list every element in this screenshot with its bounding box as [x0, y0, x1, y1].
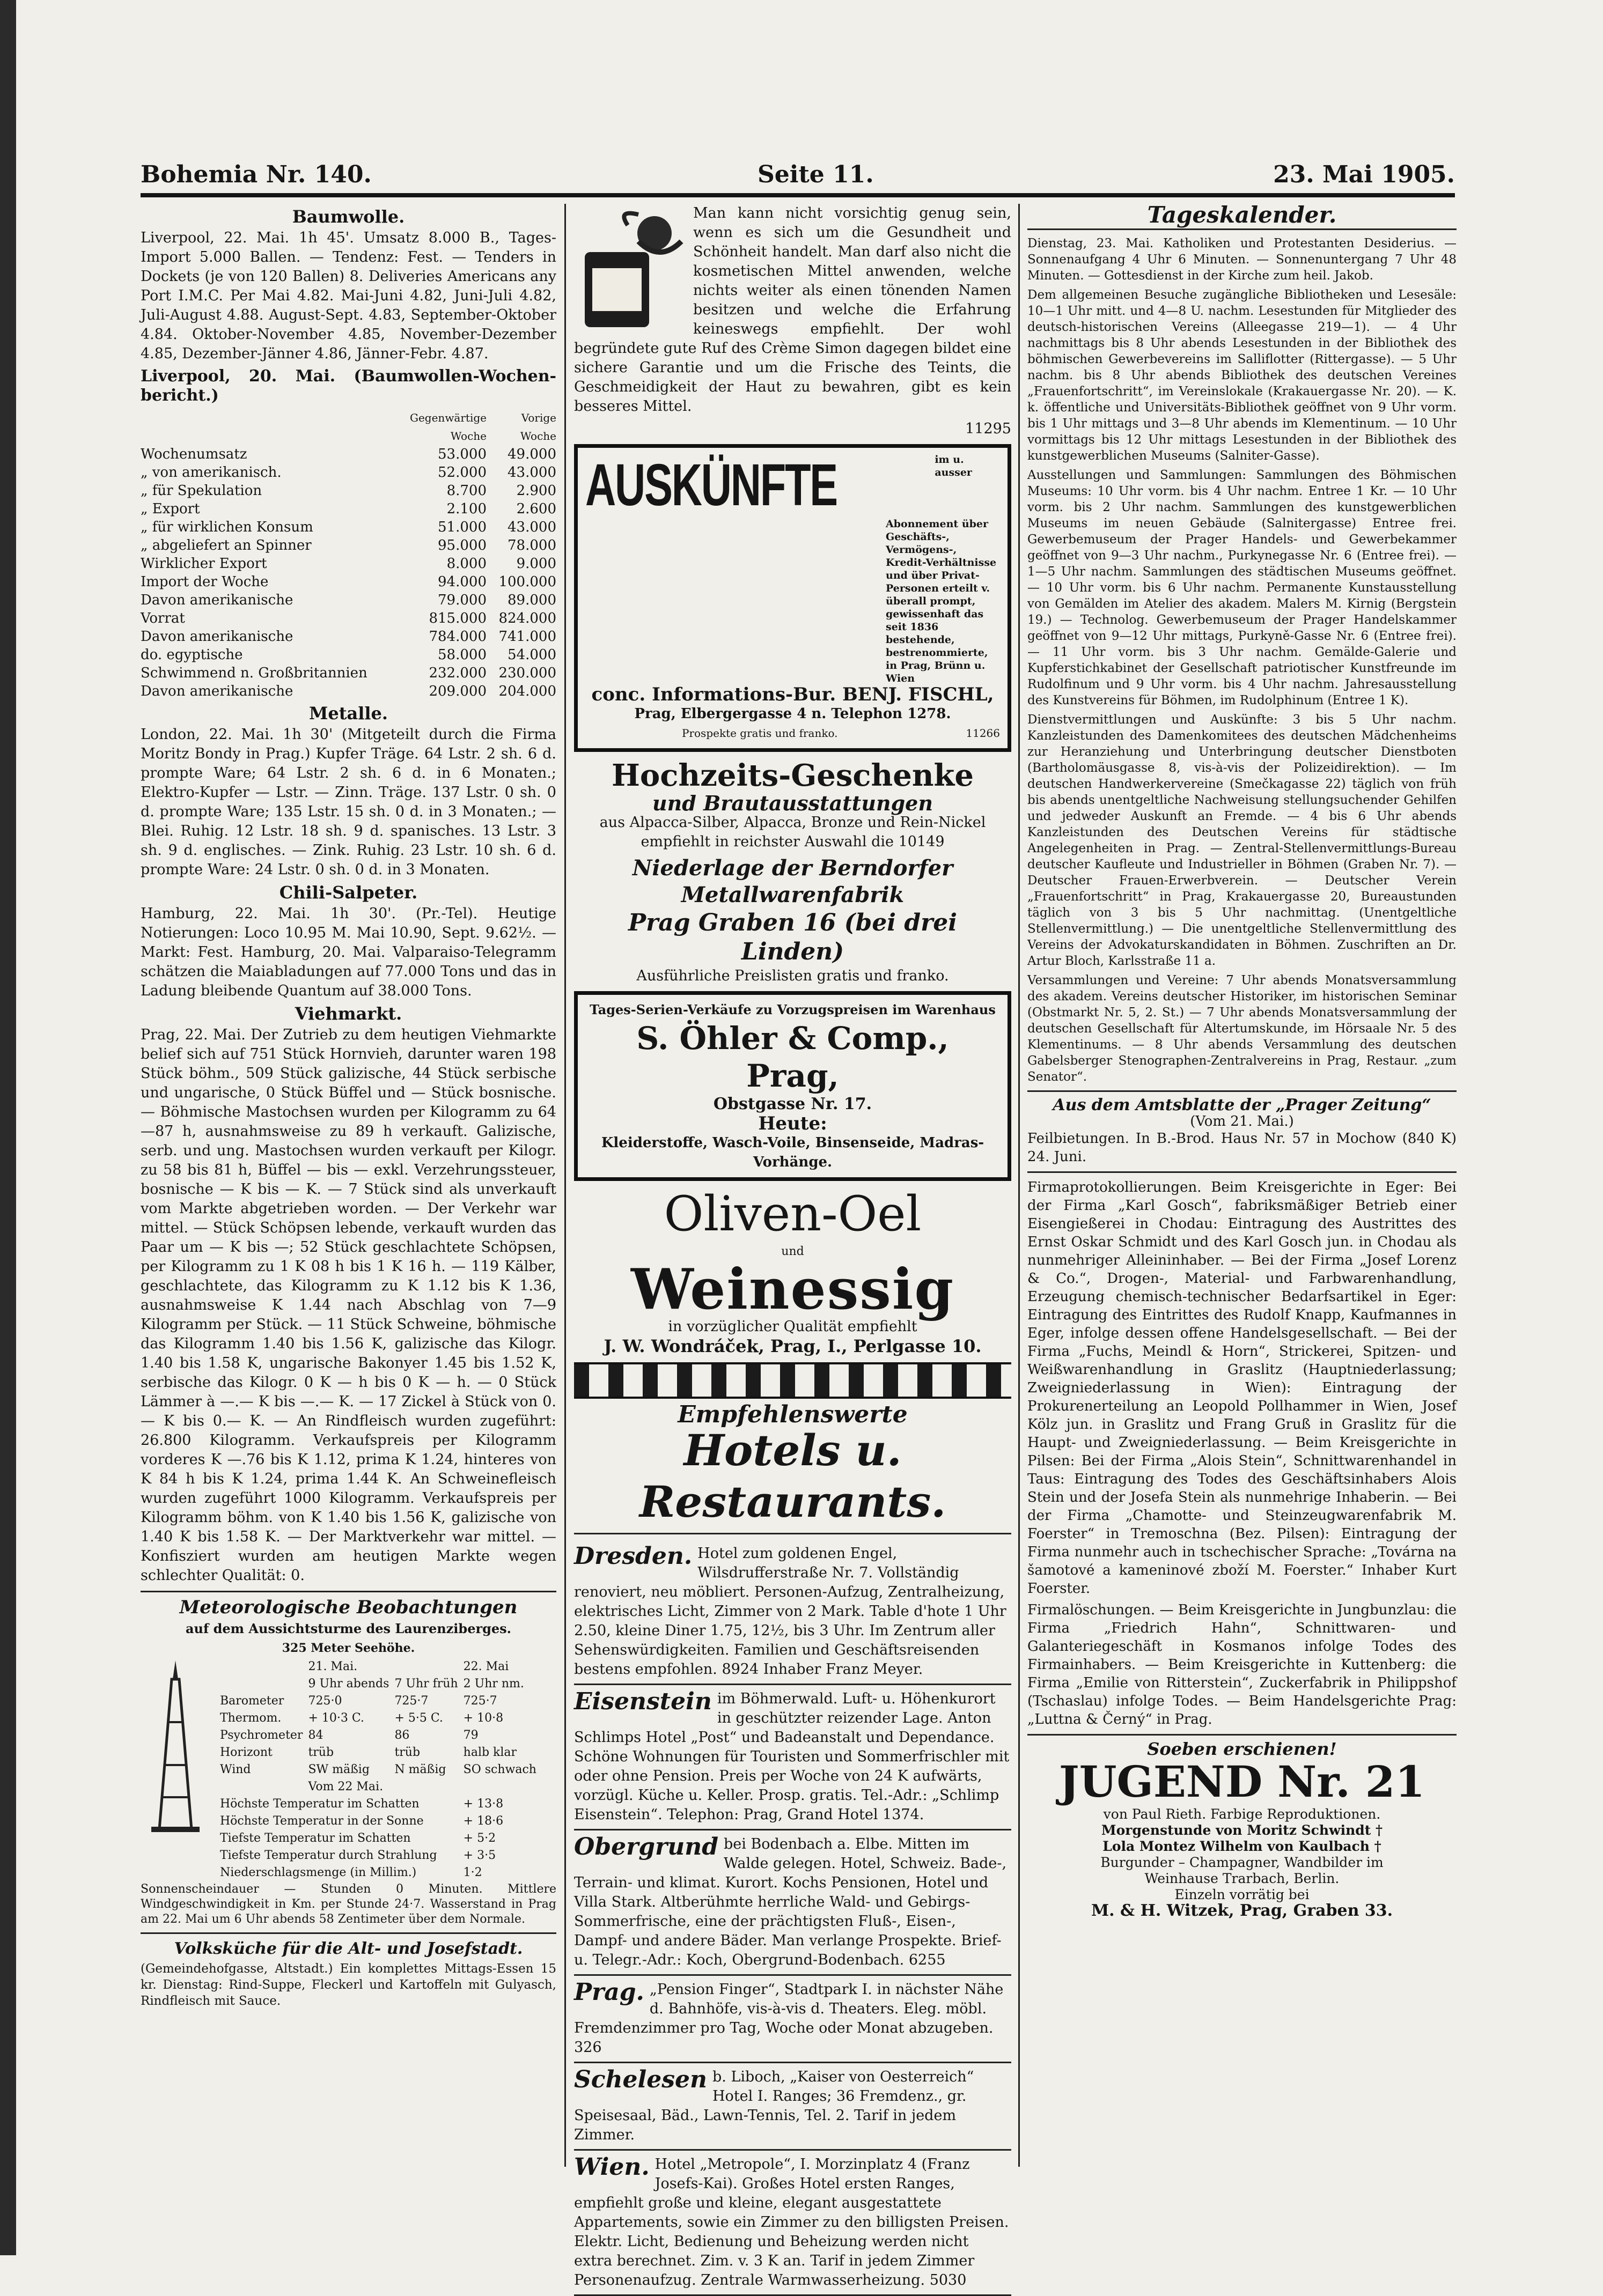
- row-label: Barometer: [220, 1694, 284, 1708]
- notice-text: Firmalöschungen. — Beim Kreisgerichte in Jungbunzlau: die Firma „Friedrich Hahn“, Schnittwaren- und Galanteriegeschäft in Kosmanos infolge Todes des Firmainhabers. — Beim Kreisgerichte in Kuttenberg: die Firma „Emilie von Ritterstein“, Zuckerfabrik in Philippshof (Tschaslau) infolge Todes. — Beim Handelsgerichte Prag: „Luttna & Černý“ in Prag.: [1027, 1602, 1457, 1727]
- calendar-text: Ausstellungen und Sammlungen: Sammlungen des Böhmischen Museums: 10 Uhr vorm. bis 4 Uhr nachm. Entree 1 Kr. — 10 Uhr vorm. bis 2 Uhr nachm. Sammlungen des kunstgewerblichen Museums im neuen Gebäude (Salnitergasse) Entree frei. Gewerbemuseum der Prager Handels- und Gewerbekammer geöffnet von 9—3 Uhr nachm., Purkynegasse Nr. 6 (Entree frei). — 1—5 Uhr nachm. Sammlungen des städtischen Museums geöffnet. — 10 Uhr vorm. bis 6 Uhr nachm. Permanente Kunstausstellung von Gemälden im Atelier des akadem. Malers M. Kirnig (Bergstein 19.) — Technolog. Gewerbemuseum der Prager Handelskammer geöffnet von 9—12 Uhr mittags, Purkyně-Gasse Nr. 6 (Entree frei). — 11 Uhr vorm. bis 3 Uhr nachm. Gemälde-Galerie und Kupferstichkabinet der Gesellschaft patriotischer Kunstfreunde im Rudolfinum und 9 Uhr vorm. bis 4 Uhr nachm. Jahresausstellung des Kunstvereins für Böhmen, im Rudolphinum (Entree 1 K).: [1027, 468, 1457, 707]
- ad-text: Ausführliche Preislisten gratis und franko.: [636, 968, 949, 984]
- table-header: [218, 1659, 539, 1675]
- ad-line: Morgenstunde von Moritz Schwindt †: [1101, 1822, 1383, 1838]
- value-current: 58.000: [438, 647, 487, 663]
- table-header: [141, 409, 556, 445]
- row-label: Thermom.: [220, 1711, 282, 1725]
- value-current: 2.100: [446, 501, 487, 517]
- column-header: Gegenwärtige Woche: [409, 411, 487, 442]
- hotel-text: „Pension Finger“, Stadtpark I. in nächster Nähe d. Bahnhöfe, vis-à-vis d. Theaters. Eleg. möbl. Fremdenzimmer pro Tag, Woche oder Monat abzugeben. 326: [574, 1981, 1004, 2056]
- row-label: „ für Spekulation: [141, 483, 262, 499]
- cell: + 10·3 C.: [308, 1711, 364, 1725]
- row-label: Höchste Temperatur in der Sonne: [220, 1814, 424, 1828]
- table-row: [141, 555, 556, 573]
- ad-firm: M. & H. Witzek, Prag, Graben 33.: [1091, 1901, 1393, 1920]
- auskuenfte-ad: [574, 444, 1011, 752]
- cell: SO schwach: [463, 1763, 536, 1776]
- hotel-text: b. Liboch, „Kaiser von Oesterreich“ Hotel I. Ranges; 36 Fremdenz., gr. Speisesaal, Bäd., Lawn-Tennis, Tel. 2. Tarif in jedem Zimmer.: [574, 2069, 974, 2143]
- table-row: [218, 1710, 539, 1726]
- ad-text: in vorzüglicher Qualität empfiehlt: [668, 1318, 917, 1335]
- notice-text: Feilbietungen. In B.-Brod. Haus Nr. 57 in Mochow (840 K) 24. Juni.: [1027, 1131, 1457, 1165]
- cotton-table: [141, 409, 556, 700]
- value-current: 94.000: [438, 574, 487, 590]
- hotel-city: Schelesen: [574, 2066, 708, 2093]
- cherub-jar-icon: [574, 204, 687, 333]
- value-previous: 49.000: [508, 446, 556, 462]
- row-label: Davon amerikanische: [141, 629, 293, 645]
- ad-headline: JUGEND Nr. 21: [1058, 1756, 1425, 1807]
- ad-line: Einzeln vorrätig bei: [1174, 1887, 1310, 1902]
- column-3: [1027, 204, 1457, 1919]
- ad-subheadline: und Brautausstattungen: [652, 791, 933, 815]
- cell: + 18·6: [463, 1814, 504, 1828]
- market-text: Liverpool, 22. Mai. 1h 45'. Umsatz 8.000 B., Tages-Import 5.000 Ballen. — Tendenz: Fest. — Tenders in Dockets (je von 120 Ballen) 8. Deliveries Americans any Port I.M.C. Per Mai 4.82. Mai-Juni 4.82, Juni-Juli 4.82, Juli-August 4.88. August-Sept. 4.83, September-Oktober 4.84. Oktober-November 4.85, November-Dezember 4.85, Dezember-Jänner 4.86, Jänner-Febr. 4.87.: [141, 230, 556, 362]
- notice-text: Firmaprotokollierungen. Beim Kreisgerichte in Eger: Bei der Firma „Karl Gosch“, fabriksmäßiger Betrieb einer Eisengießerei in Chodau: Eintragung des Austrittes des Ernst Oskar Schmidt und des Karl Gosch jun. in Chodau als nunmehriger Alleininhaber. — Bei der Firma „Josef Lorenz & Co.“, Drogen-, Material- und Farbwarenhandlung, Erzeugung chemisch-technischer Bedarfsartikel in Eger: Eintragung des Eintrittes des Rudolf Knapp, Kaufmannes in Eger, infolge dessen offene Handelsgesellschaft. — Bei der Firma „Fuchs, Meindl & Horn“, Strickerei, Spitzen- und Weißwarenhandlung in Graslitz (Hauptniederlassung; Zweigniederlassung in Wien): Eintragung der Prokurenerteilung an Leopold Pollhammer in Wien, Josef Kölz jun. in Graslitz und Frang Gruß in Graslitz für die Haupt- und Zweigniederlassung. — Beim Kreisgerichte in Pilsen: Bei der Firma „Alois Stein“, Schnittwarenhandel in Taus: Eintragung des Todes des Geschäftsinhabers Alois Stein und der Josefa Stein als nunmehrige Inhaberin. — Bei der Firma „Chamotte- und Steinzeugwarenfabrik M. Foerster“ in Tremoschna (Bez. Pilsen): Eintragung der Firma nunmehr auch in tschechischer Sprache: „Továrna na šamotové a kameninové zboží M. Foerster.“ Inhaber Kurt Foerster.: [1027, 1179, 1457, 1597]
- value-previous: 230.000: [498, 665, 556, 681]
- table-row: [218, 1865, 539, 1881]
- list-item: [574, 2063, 1011, 2151]
- row-label: Import der Woche: [141, 574, 269, 590]
- table-header: [218, 1676, 539, 1692]
- section-date: (Vom 21. Mai.): [1190, 1113, 1294, 1129]
- calendar-text: Dem allgemeinen Besuche zugängliche Bibliotheken und Lesesäle: 10—1 Uhr mitt. und 4—8 U. nachm. Lesestunden für Mitglieder des deutsch-historischen Vereins (Alleegasse 219—1). — 4 Uhr nachmittags bis 8 Uhr abends Lesestunden in der Bibliothek des böhmischen Gewerbevereins im Salliflotter (Rittergasse). — 5 Uhr nachm. bis 8 Uhr abends Bibliothek des deutschen Vereines „Frauenfortschritt“, im Vereinslokale (Krakauergasse Nr. 20). — K. k. öffentliche und Universitäts-Bibliothek geöffnet von 9 Uhr vorm. bis 1 Uhr mittags und 3—8 Uhr abends im Klementinum. — 10 Uhr vormittags bis 12 Uhr mittags Lesestunden in der Bibliothek des kunstgewerblichen Museums (Salniter-Gasse).: [1027, 288, 1457, 463]
- table-row: [218, 1779, 539, 1795]
- calendar-text: Dienstag, 23. Mai. Katholiken und Protestanten Desiderius. — Sonnenaufgang 4 Uhr 6 Minuten. — Sonnenuntergang 7 Uhr 48 Minuten. — Gottesdienst in der Kirche zum heil. Jakob.: [1027, 237, 1457, 283]
- ad-number: 11295: [965, 420, 1011, 437]
- table-row: [218, 1762, 539, 1778]
- table-row: [141, 646, 556, 664]
- menu-text: (Gemeindehofgasse, Altstadt.) Ein komplettes Mittags-Essen 15 kr. Dienstag: Rind-Suppe, Fleckerl und Kartoffeln mit Gulyasch, Rindfleisch mit Sauce.: [141, 1962, 556, 2008]
- cell: N mäßig: [394, 1763, 446, 1776]
- header-left: Bohemia Nr. 140.: [141, 161, 372, 188]
- value-previous: 2.600: [516, 501, 556, 517]
- divider: [141, 1591, 556, 1592]
- column-header: Vorige Woche: [520, 411, 556, 442]
- table-row: [218, 1848, 539, 1864]
- ad-number: 11266: [966, 727, 1000, 740]
- row-label: Wind: [220, 1763, 251, 1776]
- row-label: Davon amerikanische: [141, 592, 293, 608]
- ad-text: aus Alpacca-Silber, Alpacca, Bronze und Rein-Nickel empfiehlt in reichster Auswahl die: [599, 814, 986, 850]
- ad-line: Burgunder – Champagner, Wandbilder im: [1100, 1855, 1384, 1870]
- page-header: [141, 161, 1455, 191]
- ad-firm: S. Öhler & Comp., Prag,: [636, 1020, 949, 1094]
- ad-line: von Paul Rieth. Farbige Reproduktionen.: [1103, 1806, 1381, 1822]
- table-row: [218, 1693, 539, 1709]
- cell: 725·7: [463, 1694, 497, 1708]
- row-label: Vorrat: [141, 610, 185, 626]
- cell: + 5·5 C.: [394, 1711, 443, 1725]
- divider: [1027, 1090, 1457, 1092]
- value-current: 51.000: [438, 519, 487, 535]
- table-row: [218, 1830, 539, 1847]
- market-text: London, 22. Mai. 1h 30' (Mitgeteilt durch die Firma Moritz Bondy in Prag.) Kupfer Träge. 64 Lstr. 2 sh. 6 d. prompte Ware; 64 Lstr. 2 sh. 6 d. in 6 Monaten.; Elektro-Kupfer — Lstr. — Zinn. Träge. 137 Lstr. 0 sh. 0 d. prompte Ware; 135 Lstr. 15 sh. 0 d. in 3 Monaten.; — Blei. Ruhig. 12 Lstr. 18 sh. 9 d. spanisches. 13 Lstr. 3 sh. 9 d. englisches. — Zink. Ruhig. 23 Lstr. 10 sh. 6 d. prompte Ware: 24 Lstr. 0 sh. 0 d. in 3 Monaten.: [141, 726, 556, 878]
- value-current: 53.000: [438, 446, 487, 462]
- row-label: Niederschlagsmenge (in Millim.): [220, 1866, 417, 1879]
- creme-simon-ad: [574, 204, 1011, 439]
- calendar-text: Versammlungen und Vereine: 7 Uhr abends Monatsversammlung des akadem. Vereins deutscher Historiker, im historischen Seminar (Obstmarkt Nr. 5, 2. St.) — 7 Uhr abends Monatsversammlung der deutschen Gesellschaft für Altertumskunde, im Hörsaale Nr. 5 des Klementinums. — 8 Uhr abends Versammlung des deutschen Gabelsberger Stenographen-Zentralvereins in Prag, Restaur. „zum Senator“.: [1027, 973, 1457, 1084]
- row-label: „ Export: [141, 501, 200, 517]
- observation-tower-icon: [141, 1658, 210, 1835]
- ad-line: Lola Montez Wilhelm von Kaulbach †: [1102, 1839, 1381, 1854]
- ornament-border: [574, 1362, 1011, 1399]
- value-current: 232.000: [429, 665, 487, 681]
- section-title: Chili-Salpeter.: [279, 882, 418, 903]
- cell: 84: [308, 1729, 323, 1742]
- column-1: [141, 204, 556, 2012]
- ad-text: Prospekte gratis und franko.: [682, 727, 838, 740]
- table-row: [141, 482, 556, 500]
- table-row: [141, 627, 556, 646]
- header-center: Seite 11.: [758, 161, 874, 188]
- cell: trüb: [394, 1746, 421, 1759]
- table-row: [218, 1727, 539, 1744]
- ad-text: Man kann nicht vorsichtig genug sein, wenn es sich um die Gesundheit und Schönheit handelt. Man darf also nicht die kosmetischen Mittel anwenden, welche nichts weiter als einen tönenden Namen besitzen und welche die Erfahrung keineswegs empfiehlt. Der wohl begründete gute Ruf des Crème Simon dagegen bildet eine sichere Garantie und um die Frische des Teints, die Geschmeidigkeit der Haut zu bewahren, gibt es kein besseres Mittel.: [574, 205, 1011, 415]
- row-label: Tiefste Temperatur im Schatten: [220, 1832, 411, 1845]
- ad-headline: Hochzeits-Geschenke: [612, 758, 974, 793]
- row-label: „ für wirklichen Konsum: [141, 519, 313, 535]
- hotel-text: bei Bodenbach a. Elbe. Mitten im Walde gelegen. Hotel, Schweiz. Bade-, Terrain- und klimat. Kurort. Kochs Pensionen, Hotel und Villa Stark. Altberühmte herrliche Wald- und Gebirgs-Sommerfrische, eine der prächtigsten Fluß-, Eisen-, Dampf- und andere Bäder. Man verlange Prospekte. Brief- u. Telegr.-Adr.: Koch, Obergrund-Bodenbach. 6255: [574, 1836, 1007, 1968]
- station-height: 325 Meter Seehöhe.: [282, 1641, 415, 1655]
- cell: 1·2: [463, 1866, 482, 1879]
- value-current: 95.000: [438, 537, 487, 553]
- ad-firm: Niederlage der Berndorfer Metallwarenfabrik: [632, 855, 953, 907]
- ad-pretitle: Soeben erschienen!: [1147, 1739, 1337, 1759]
- divider: [1027, 1171, 1457, 1173]
- section-title: Aus dem Amtsblatte der „Prager Zeitung“: [1053, 1096, 1431, 1114]
- row-label: Horizont: [220, 1746, 273, 1759]
- cell: + 10·8: [463, 1711, 504, 1725]
- row-label: Wirklicher Export: [141, 556, 267, 572]
- cell: + 13·8: [463, 1797, 504, 1811]
- date-label: 22. Mai: [463, 1660, 509, 1673]
- table-row: [218, 1813, 539, 1829]
- list-item: [574, 1830, 1011, 1976]
- row-label: „ abgeliefert an Spinner: [141, 537, 312, 553]
- ad-address: Prag Graben 16 (bei drei Linden): [628, 909, 957, 965]
- list-item: [574, 1685, 1011, 1830]
- value-current: 52.000: [438, 464, 487, 481]
- row-label: „ von amerikanisch.: [141, 464, 282, 481]
- value-previous: 54.000: [508, 647, 556, 663]
- section-title: Hotels u. Restaurants.: [639, 1425, 946, 1527]
- row-label: do. egyptische: [141, 647, 243, 663]
- section-title: Meteorologische Beobachtungen: [179, 1597, 518, 1618]
- value-previous: 204.000: [498, 683, 556, 699]
- market-text: Hamburg, 22. Mai. 1h 30'. (Pr.-Tel). Heutige Notierungen: Loco 10.95 M. Mai 10.90, Sept. 9.62½. — Markt: Fest. Hamburg, 20. Mai. Valparaiso-Telegramm schätzen die Maiabladungen auf 77.000 Tons und das in Ladung bleibende Quantum auf 38.000 Tons.: [141, 905, 556, 999]
- row-label: Psychrometer: [220, 1729, 303, 1742]
- section-title: Viehmarkt.: [295, 1003, 402, 1024]
- table-row: [141, 463, 556, 482]
- list-item: [574, 2151, 1011, 2296]
- ad-text: Kleiderstoffe, Wasch-Voile, Binsenseide, Madras-Vorhänge.: [601, 1135, 984, 1170]
- value-current: 209.000: [429, 683, 487, 699]
- ad-text: Tages-Serien-Verkäufe zu Vorzugspreisen im Warenhaus: [590, 1002, 996, 1017]
- table-row: [218, 1796, 539, 1812]
- value-previous: 2.900: [516, 483, 556, 499]
- cell: 725·0: [308, 1694, 342, 1708]
- time-label: 7 Uhr früh: [394, 1677, 458, 1690]
- table-row: [141, 591, 556, 609]
- value-current: 8.700: [446, 483, 487, 499]
- value-previous: 89.000: [508, 592, 556, 608]
- date-label: 21. Mai.: [308, 1660, 358, 1673]
- ad-text: im u. ausser Abonnement über Geschäfts-, Vermögens-, Kredit-Verhältnisse und über Privat-Personen erteilt v. überall prompt, gewissenhaft das seit 1836 bestehende, bestrenommierte, in Prag, Brünn u. Wien: [886, 454, 997, 684]
- cell: + 5·2: [463, 1832, 496, 1845]
- hotel-text: Hotel „Metropole“, I. Morzinplatz 4 (Franz Josefs-Kai). Großes Hotel ersten Ranges, empfiehlt große und kleine, elegant ausgestattete Appartements, sowie ein Zimmer zu den billigsten Preisen. Elektr. Licht, Bedienung und Beheizung werden nicht extra berechnet. Zim. v. 3 K an. Tarif in jedem Zimmer Personenaufzug. Zentrale Warmwasserheizung. 5030: [574, 2156, 1009, 2288]
- value-current: 79.000: [438, 592, 487, 608]
- row-label: Wochenumsatz: [141, 446, 247, 462]
- table-row: [141, 500, 556, 518]
- table-row: [141, 445, 556, 463]
- column-divider: [1018, 204, 1020, 2167]
- section-title: Empfehlenswerte: [678, 1401, 908, 1428]
- cell: + 3·5: [463, 1849, 496, 1862]
- header-rule: [141, 193, 1455, 197]
- row-label: Schwimmend n. Großbritannien: [141, 665, 367, 681]
- divider: [1027, 228, 1457, 230]
- cell: SW mäßig: [308, 1763, 370, 1776]
- ad-headline: Oliven-Oel: [664, 1186, 922, 1242]
- oliven-ad: [574, 1186, 1011, 1356]
- value-previous: 741.000: [498, 629, 556, 645]
- value-current: 8.000: [446, 556, 487, 572]
- ad-text: [574, 813, 1011, 852]
- table-row: [141, 518, 556, 536]
- cell: 86: [394, 1729, 410, 1742]
- divider: [141, 1932, 556, 1934]
- weather-notes: Sonnenscheindauer — Stunden 0 Minuten. Mittlere Windgeschwindigkeit in Km. per Stunde 24·7. Wasserstand in Prag am 22. Mai um 6 Uhr abends 58 Zentimeter über dem Normale.: [141, 1882, 556, 1926]
- value-current: 784.000: [429, 629, 487, 645]
- cell: 725·7: [394, 1694, 429, 1708]
- hotel-city: Eisenstein: [574, 1688, 712, 1715]
- value-previous: 824.000: [498, 610, 556, 626]
- row-label: Davon amerikanische: [141, 683, 293, 699]
- divider: [574, 1533, 1011, 1534]
- section-subtitle: Liverpool, 20. Mai. (Baumwollen-Wochen-bericht.): [141, 367, 556, 405]
- time-label: 9 Uhr abends: [308, 1677, 389, 1690]
- calendar-text: Dienstvermittlungen und Auskünfte: 3 bis 5 Uhr nachm. Kanzleistunden des Damenkomitees des deutschen Mädchenheims zur Heranziehung und Unterbringung deutscher Dienstboten (Bartholomäusgasse 8, vis-à-vis der Polizeidirektion). — Im deutschen Handwerkervereine (Smečkagasse 22) täglich von früh bis abends unentgeltliche Nachweisung stellungsuchender Gehilfen und jedweder Auskunft an Fremde. — 4 bis 6 Uhr abends Kanzleistunden des Deutschen Vereins für städtische Angelegenheiten in Prag. — Zentral-Stellenvermittlungs-Bureau deutscher Kaufleute und Industrieller in Böhmen (Graben Nr. 7). — Deutscher Frauen-Erwerbverein. — Deutscher Verein „Frauenfortschritt“ in Prag, Krakauergasse 20, Bureaustunden täglich von 3 bis 5 Uhr nachmittag. (Unentgeltliche Stellenvermittlung.) — Die unentgeltliche Stellenvermittlung des Vereins der Advokaturskandidaten in Böhmen. Zuschriften an Dr. Artur Bloch, Karlsstraße 11 a.: [1027, 713, 1457, 968]
- table-row: [218, 1745, 539, 1761]
- table-row: [141, 682, 556, 700]
- time-label: 2 Uhr nm.: [463, 1677, 524, 1690]
- row-label: Tiefste Temperatur durch Strahlung: [220, 1849, 437, 1862]
- section-title: Baumwolle.: [292, 206, 405, 227]
- section-title: Volksküche für die Alt- und Josefstadt.: [174, 1939, 523, 1958]
- table-row: [141, 536, 556, 555]
- header-right: 23. Mai 1905.: [1273, 161, 1455, 188]
- hotel-text: Hotel zum goldenen Engel, Wilsdrufferstraße Nr. 7. Vollständig renoviert, neu möbliert. Personen-Aufzug, Zentralheizung, elektrisches Licht, Zimmer von 2 Mark. Table d'hote 1 Uhr 2.50, kleine Diner 1.75, 12½, bis 3 Uhr. Im Zentrum aller Sehenswürdigkeiten. Familien und Geschäftsreisenden bestens empfohlen. 8924 Inhaber Franz Meyer.: [574, 1545, 1006, 1678]
- value-previous: 100.000: [498, 574, 556, 590]
- row-label: Höchste Temperatur im Schatten: [220, 1797, 420, 1811]
- hotel-text: im Böhmerwald. Luft- u. Höhenkurort in geschützter reizender Lage. Anton Schlimps Hotel „Post“ und Badeanstalt und Dependance. Schöne Wohnungen für Touristen und Sommerfrischler mit oder ohne Pension. Preis per Woche von 24 K aufwärts, vorzügl. Küche u. Keller. Prosp. gratis. Tel.-Adr.: „Schlimp Eisenstein“. Telephon: Prag, Grand Hotel 1374.: [574, 1690, 1010, 1823]
- table-row: [141, 664, 556, 682]
- value-previous: 78.000: [508, 537, 556, 553]
- hotel-city: Wien.: [574, 2153, 650, 2181]
- oehler-ad: [574, 991, 1011, 1181]
- ad-address: Obstgasse Nr. 17.: [713, 1095, 872, 1113]
- market-text: Prag, 22. Mai. Der Zutrieb zu dem heutigen Viehmarkte belief sich auf 751 Stück Hornvieh, darunter waren 198 Stück böhm., 509 Stück galizische, 44 Stück serbische und ungarische, 0 Stück Büffel und — Stück bosnische. — Böhmische Mastochsen wurden per Kilogramm zu 64—87 h, ausnahmsweise zu 89 h verkauft. Galizische, serb. und ung. Mastochsen wurden verkauft per Kilogr. zu 58 bis 81 h, Büffel — bis — exkl. Verzehrungssteuer, bosnische — K bis — K. — 7 Stück sind als unverkauft vom Markte abgetrieben worden. — Der Verkehr war mittel. — Stück Schöpsen lebende, verkauft wurden das Paar um — K bis —; 52 Stück geschlachtete Schöpsen, per Kilogramm zu 1 K 08 h bis 1 K 16 h. — 119 Kälber, geschlachtete, das Kilogramm zu K 1.12 bis K 1.36, ausnahmsweise K 1.44 nach Abschlag von 7—9 Kilogramm per Stück. — 11 Stück Schweine, böhmische das Kilogramm 1.40 bis 1.56 K, galizische das Kilogr. 1.40 bis 1.58 K, ungarische Bakonyer 1.45 bis 1.52 K, serbische das Kilogr. 0 K — h bis 0 K — h. — 0 Stück Lämmer à —.— K bis —.— K. — 17 Zickel à Stück von 0.— K bis 0.— K. — An Rindfleisch wurden zugeführt: 26.800 Kilogramm. Verkaufspreis per Kilogramm vorderes K —.76 bis K 1.12, prima K 1.24, hinteres von K 84 h bis K 1.24, prima 1.44 K. An Schweinefleisch wurden zugeführt 1000 Kilogramm. Verkaufspreis per Kilogramm böhm. von K 1.40 bis 1.56 K, galizische von 1.40 K bis 1.58 K. — Der Marktverkehr war mittel. — Konfisziert wurden am heutigen Markte wegen schlechter Qualität: 0.: [141, 1027, 556, 1584]
- value-previous: 43.000: [508, 519, 556, 535]
- ad-address: Prag, Elbergergasse 4 n. Telephon 1278.: [634, 706, 951, 722]
- cell: Vom 22 Mai.: [308, 1780, 384, 1793]
- table-row: [141, 573, 556, 591]
- hotel-city: Obergrund: [574, 1833, 718, 1861]
- hotel-city: Dresden.: [574, 1542, 693, 1570]
- section-title: Tageskalender.: [1147, 202, 1337, 228]
- jugend-ad: [1027, 1741, 1457, 1919]
- scan-edge: [0, 0, 16, 2255]
- section-title: Metalle.: [308, 703, 388, 724]
- cell: trüb: [308, 1746, 334, 1759]
- ad-headline: AUSKÜNFTE: [585, 453, 837, 518]
- hotel-city: Prag.: [574, 1978, 644, 2006]
- cell: 79: [463, 1729, 479, 1742]
- ad-text: und: [781, 1245, 804, 1258]
- column-divider: [564, 204, 566, 2167]
- section-subtitle: auf dem Aussichtsturme des Laurenziberges.: [185, 1621, 512, 1636]
- ad-line: Weinhause Trarbach, Berlin.: [1144, 1871, 1340, 1886]
- divider: [1027, 1734, 1457, 1736]
- table-row: [141, 609, 556, 627]
- weather-table: [217, 1658, 540, 1882]
- hotels-section: [574, 1401, 1011, 2296]
- ad-firm: conc. Informations-Bur. BENJ. FISCHL,: [591, 684, 994, 705]
- ad-headline: Weinessig: [630, 1256, 955, 1322]
- ad-heading: Heute:: [758, 1113, 827, 1134]
- column-2: [574, 204, 1011, 2296]
- value-previous: 9.000: [516, 556, 556, 572]
- list-item: [574, 1540, 1011, 1685]
- weather-block: [141, 1658, 556, 1882]
- value-current: 815.000: [429, 610, 487, 626]
- list-item: [574, 1976, 1011, 2063]
- value-previous: 43.000: [508, 464, 556, 481]
- ad-firm: J. W. Wondráček, Prag, I., Perlgasse 10.: [604, 1336, 982, 1356]
- hochzeit-ad: [574, 757, 1011, 986]
- cell: halb klar: [463, 1746, 517, 1759]
- ad-number: 10149: [898, 833, 945, 850]
